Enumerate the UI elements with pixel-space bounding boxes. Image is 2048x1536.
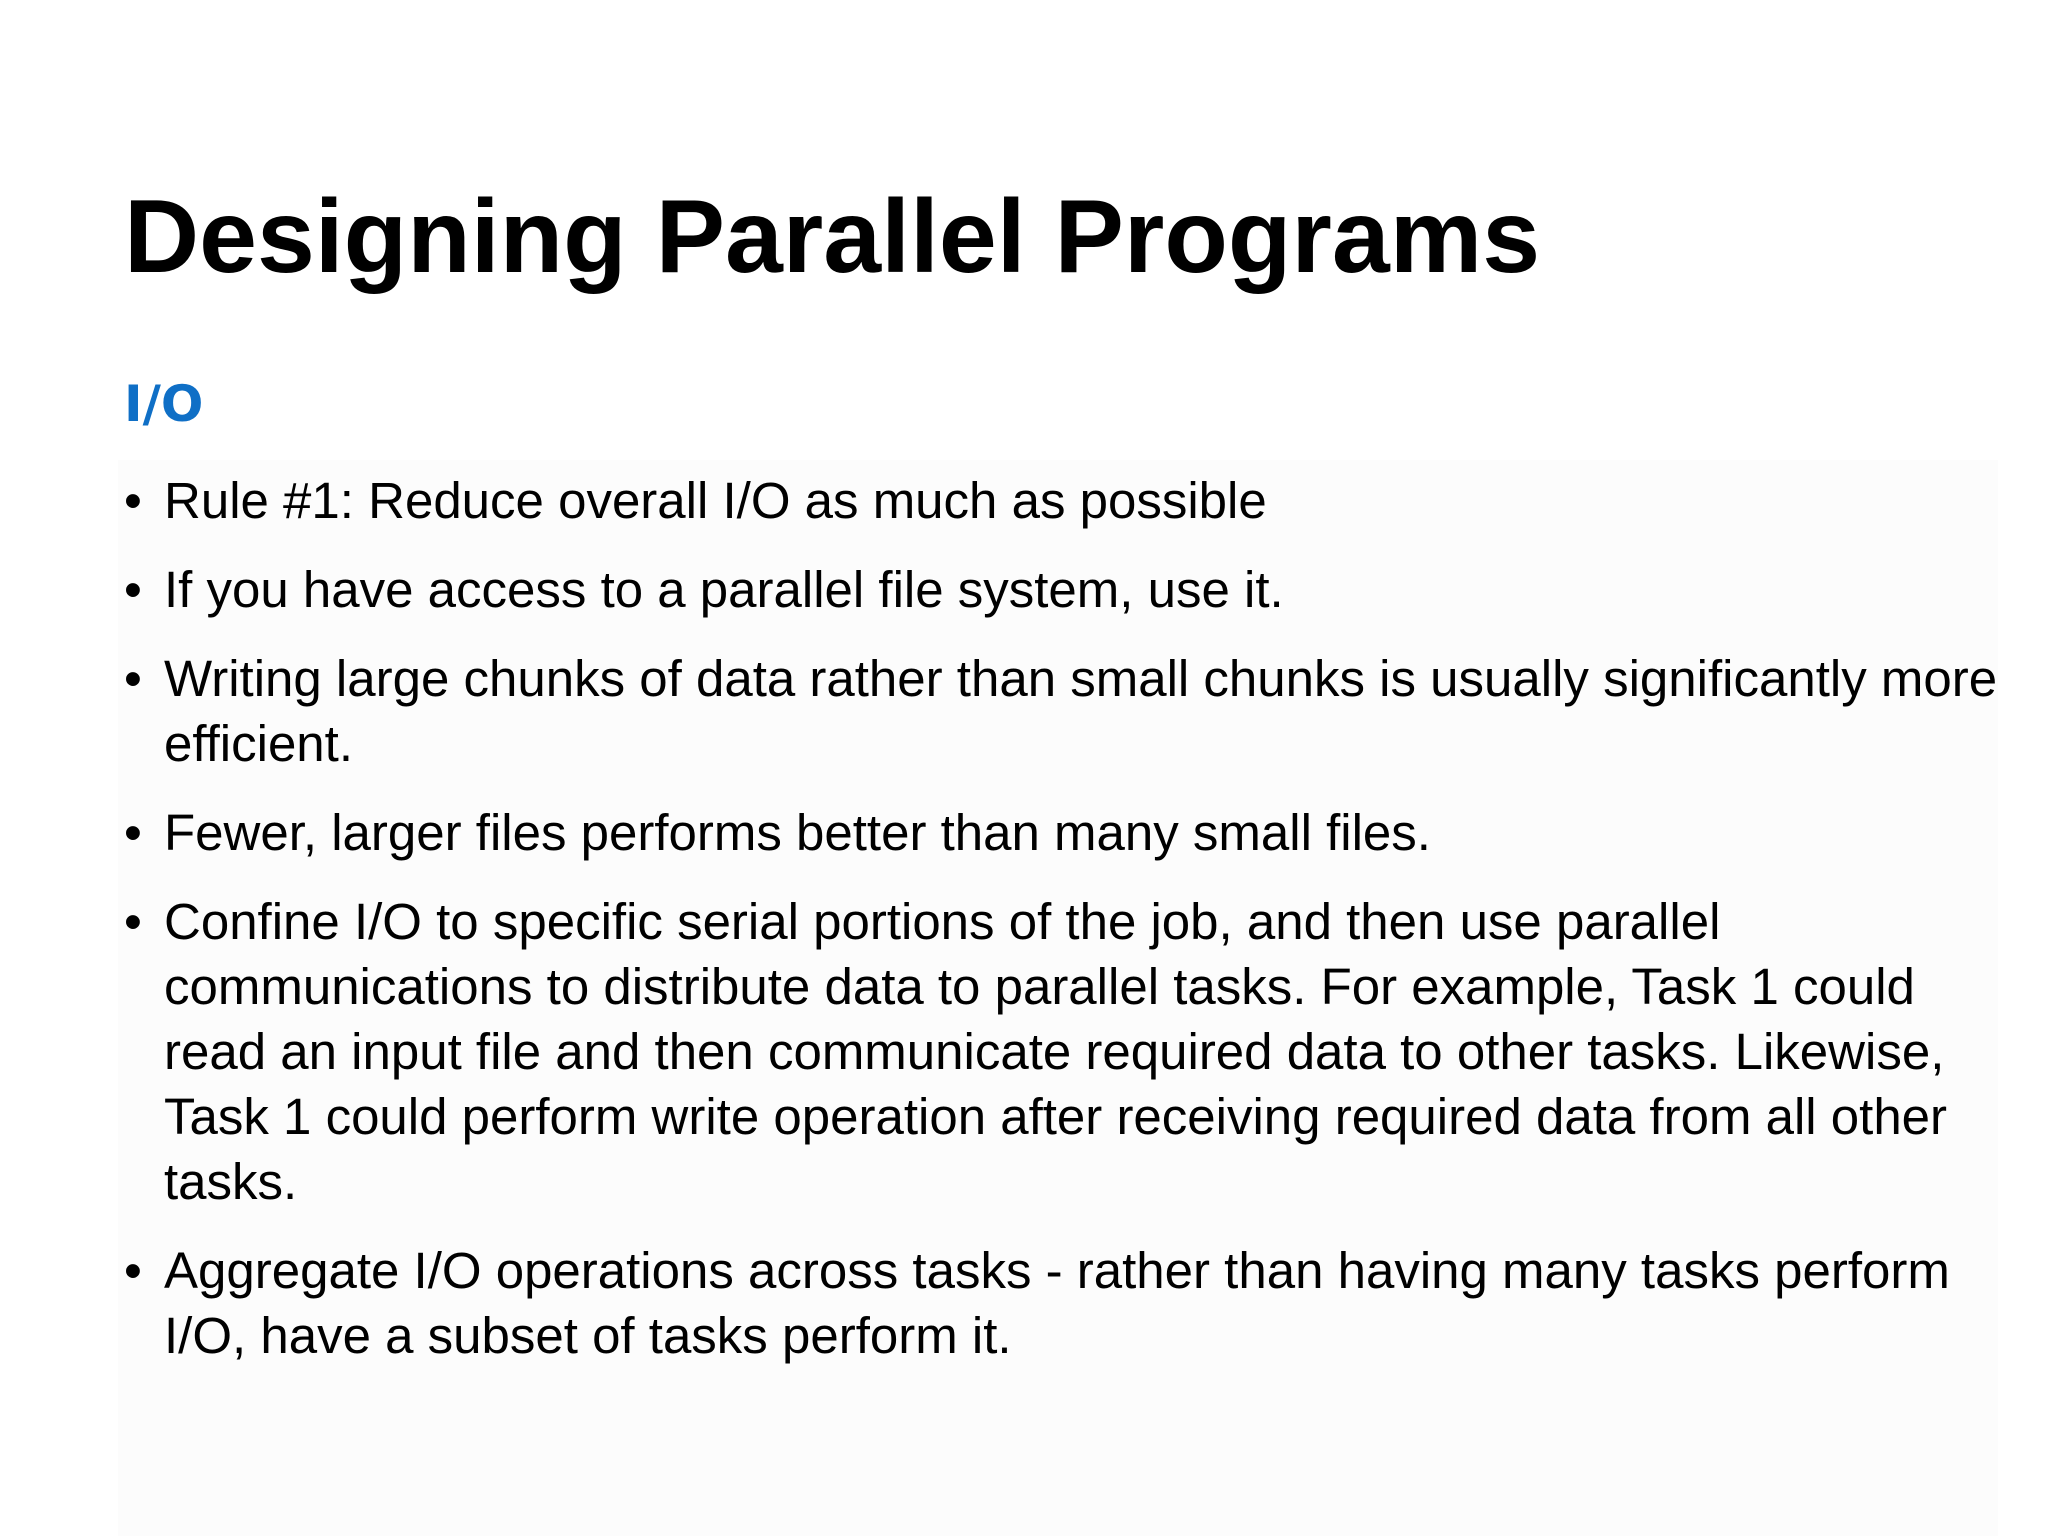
slide-title: Designing Parallel Programs — [124, 179, 1541, 295]
bullet-text-1: Rule #1: Reduce overall I/O as much as possible — [164, 472, 1267, 529]
bullet-icon: • — [124, 650, 142, 707]
bullet-item-2 — [124, 557, 2004, 622]
bullet-item-1 — [124, 468, 2004, 533]
bullet-item-4 — [124, 800, 2004, 865]
bullet-icon: • — [124, 893, 142, 950]
bullet-text-2: If you have access to a parallel file system, use it. — [164, 561, 1284, 618]
bullet-icon: • — [124, 561, 142, 618]
bullet-item-3 — [124, 646, 2004, 776]
section-heading: I/O — [124, 375, 204, 433]
bullet-icon: • — [124, 472, 142, 529]
bullet-icon: • — [124, 1242, 142, 1299]
bullet-text-3: Writing large chunks of data rather than small chunks is usually significantly more efficient. — [164, 650, 1998, 772]
bullet-text-4: Fewer, larger files performs better than many small files. — [164, 804, 1431, 861]
bullet-item-5 — [124, 889, 2004, 1214]
bullet-item-6 — [124, 1238, 2004, 1368]
bullet-text-6: Aggregate I/O operations across tasks - rather than having many tasks perform I/O, have a subset of tasks perform it. — [164, 1242, 1950, 1364]
bullet-icon: • — [124, 804, 142, 861]
bullet-list — [124, 468, 2004, 1392]
bullet-text-5: Confine I/O to specific serial portions of the job, and then use parallel communications to distribute data to parallel tasks. For example, Task 1 could read an input file and then communicate required data to other tasks. Likewise, Task 1 could perform write operation after receiving required data from all other tasks. — [164, 893, 1948, 1210]
